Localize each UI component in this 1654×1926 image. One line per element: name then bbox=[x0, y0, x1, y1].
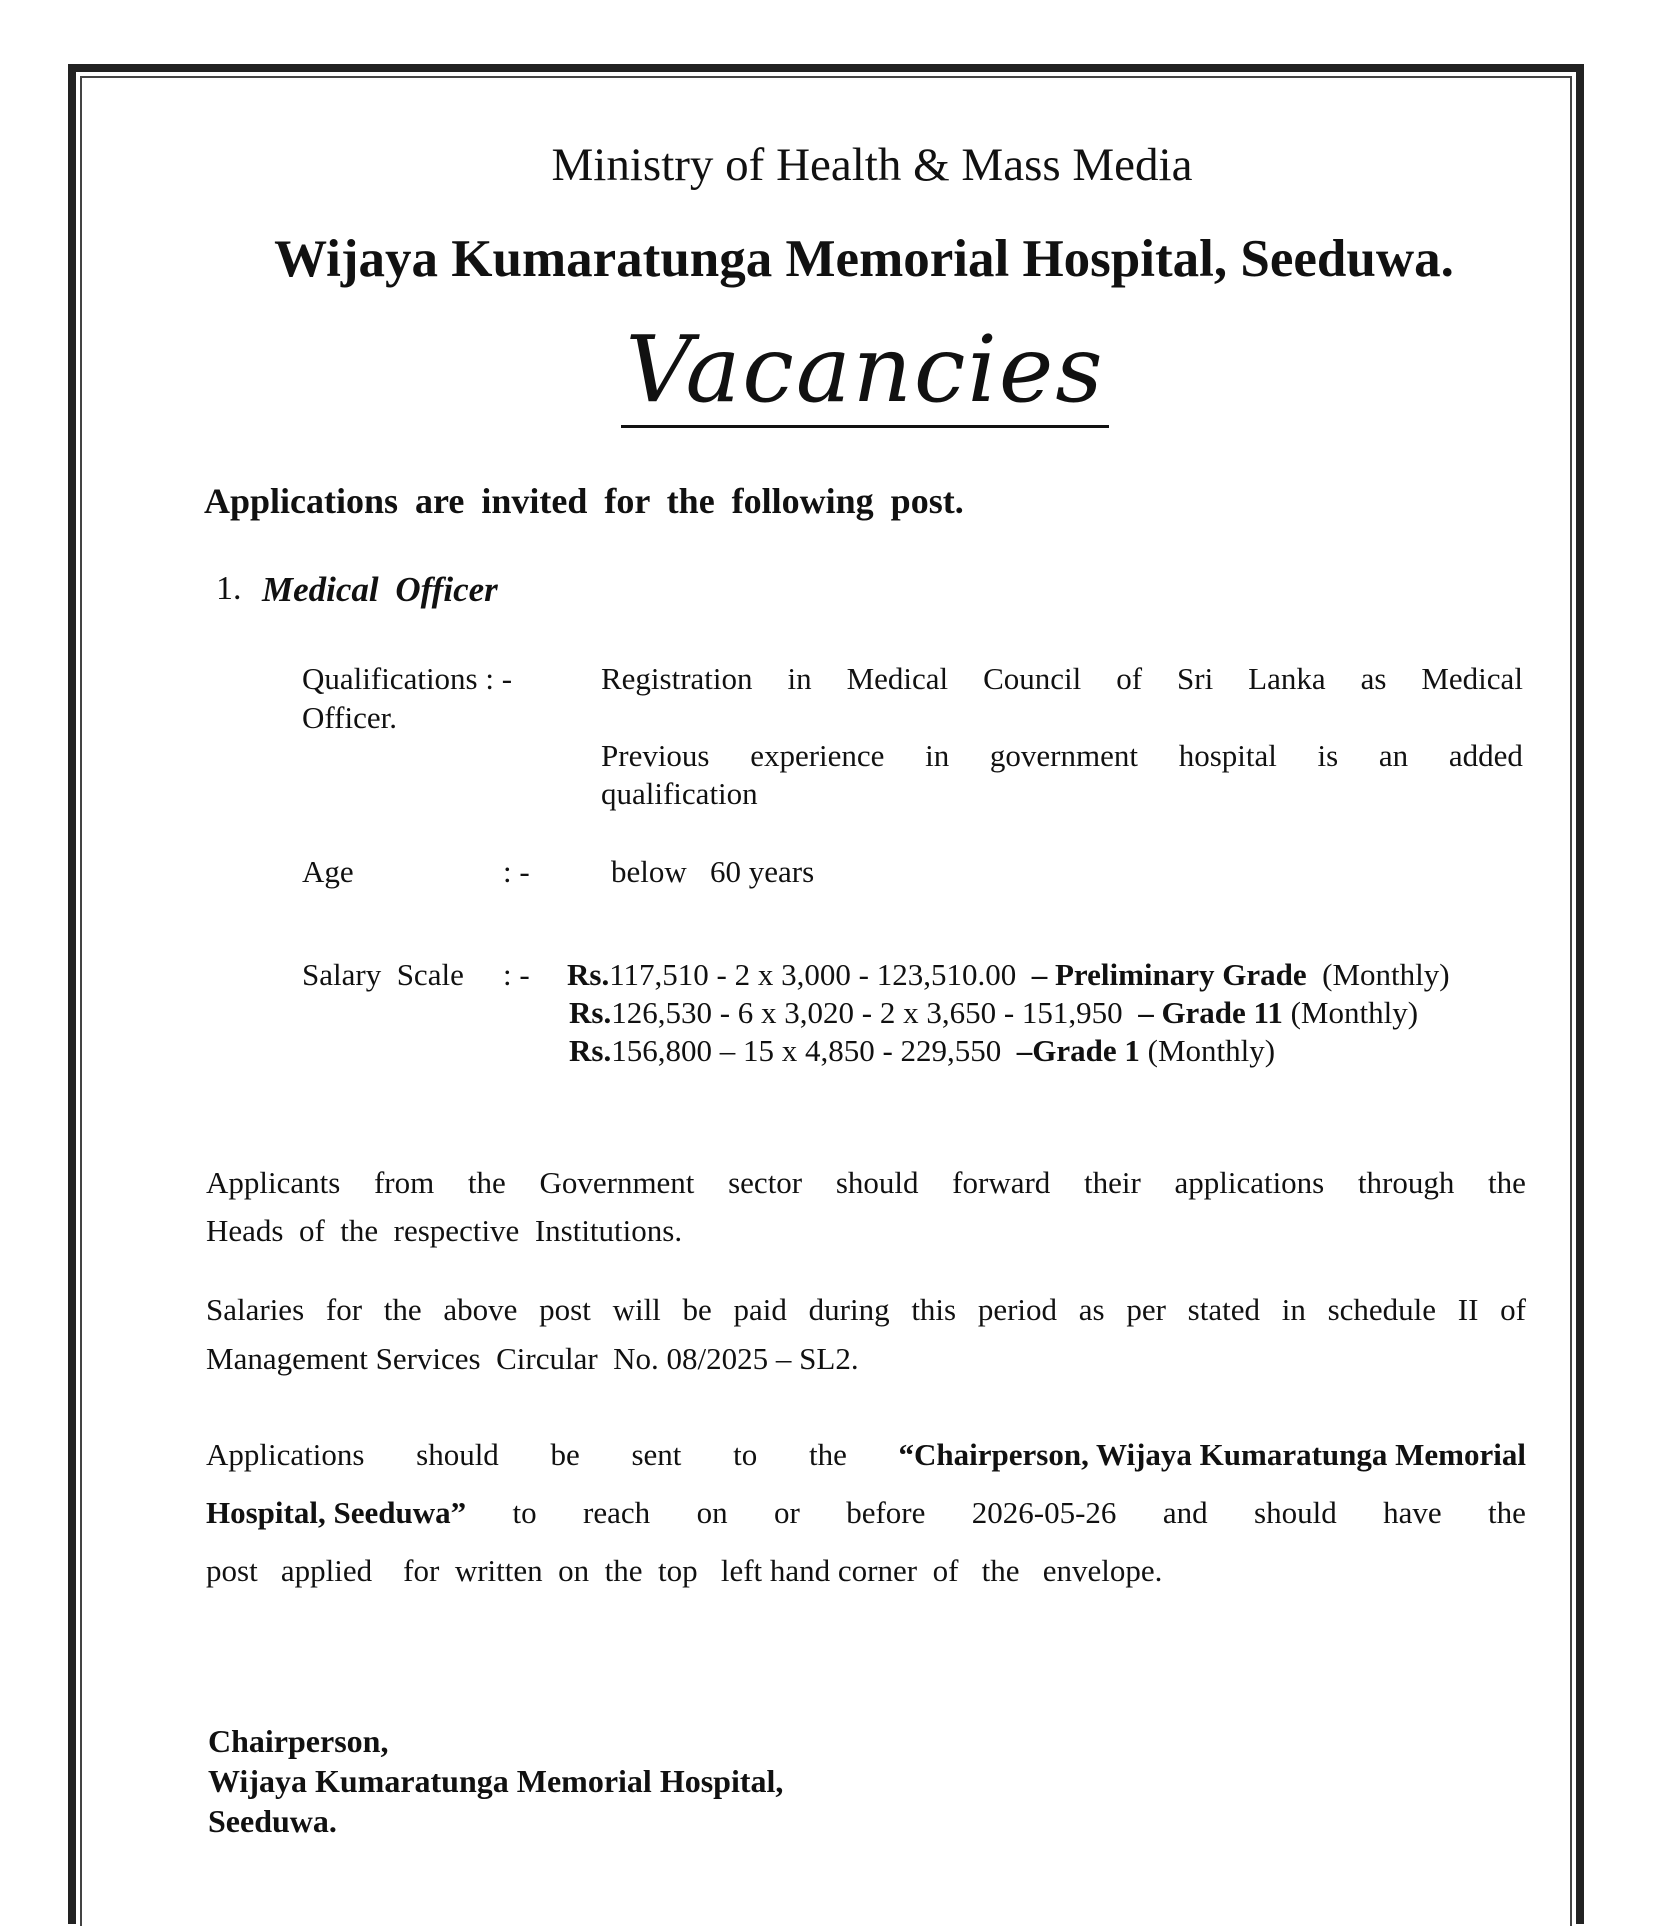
hospital-heading: Wijaya Kumaratunga Memorial Hospital, Seeduwa. bbox=[274, 230, 1454, 288]
salary-scale: 126,530 - 6 x 3,020 - 2 x 3,650 - 151,950 bbox=[611, 995, 1123, 1030]
word: in bbox=[1281, 1292, 1306, 1327]
word: should bbox=[835, 1165, 919, 1200]
word: post bbox=[539, 1292, 591, 1327]
word: applications bbox=[1174, 1165, 1325, 1200]
word: government bbox=[989, 738, 1138, 773]
age-colon: : - bbox=[503, 854, 530, 889]
word: their bbox=[1083, 1165, 1141, 1200]
word: this bbox=[911, 1292, 957, 1327]
send-word: before bbox=[846, 1495, 926, 1530]
post-number: 1. bbox=[216, 570, 242, 607]
word: as bbox=[1078, 1292, 1105, 1327]
vacancies-title-text: Vacancies bbox=[621, 316, 1108, 428]
deadline-date: 2026-05-26 bbox=[971, 1495, 1117, 1530]
experience-line2: qualification bbox=[601, 776, 758, 811]
word: forward bbox=[952, 1165, 1051, 1200]
word: as bbox=[1360, 661, 1387, 696]
send-word: and bbox=[1162, 1495, 1208, 1530]
word: period bbox=[977, 1292, 1058, 1327]
word: stated bbox=[1187, 1292, 1260, 1327]
salary-prefix: Rs. bbox=[569, 1033, 612, 1068]
salary-label: Salary Scale bbox=[302, 957, 464, 992]
salary-dash: – bbox=[1016, 1033, 1033, 1068]
salary-line-3 bbox=[569, 1033, 1275, 1069]
word: in bbox=[787, 661, 812, 696]
word: in bbox=[925, 738, 950, 773]
send-word: on bbox=[696, 1495, 728, 1530]
govt-paragraph-line2: Heads of the respective Institutions. bbox=[206, 1213, 683, 1248]
word: is bbox=[1317, 738, 1339, 773]
word: Applicants bbox=[206, 1165, 341, 1200]
word: Council bbox=[983, 661, 1082, 696]
qualifications-label: Qualifications : - bbox=[302, 661, 513, 696]
send-word: should bbox=[416, 1437, 499, 1472]
word: hospital bbox=[1178, 738, 1277, 773]
send-word: reach bbox=[583, 1495, 651, 1530]
salary-period: (Monthly) bbox=[1147, 1033, 1276, 1068]
intro-text: Applications are invited for the following post. bbox=[204, 481, 964, 521]
salary-grade: Preliminary Grade bbox=[1054, 957, 1307, 992]
salary-line-2 bbox=[569, 995, 1418, 1031]
word: Medical bbox=[1421, 661, 1523, 696]
send-paragraph-line1 bbox=[206, 1437, 1526, 1473]
word: for bbox=[325, 1292, 363, 1327]
salary-line-1 bbox=[567, 957, 1450, 993]
send-paragraph-line2 bbox=[206, 1495, 1526, 1531]
ministry-heading: Ministry of Health & Mass Media bbox=[551, 139, 1193, 191]
salary-grade: Grade 11 bbox=[1161, 995, 1283, 1030]
word: the bbox=[467, 1165, 506, 1200]
word: Salaries bbox=[206, 1292, 305, 1327]
word: Sri bbox=[1177, 661, 1214, 696]
salaries-paragraph-line1 bbox=[206, 1292, 1526, 1328]
salary-colon: : - bbox=[503, 957, 530, 992]
send-address-part2: Hospital, Seeduwa” bbox=[206, 1495, 467, 1530]
send-word: have bbox=[1383, 1495, 1442, 1530]
word: an bbox=[1378, 738, 1409, 773]
word: the bbox=[1488, 1165, 1526, 1200]
word: sector bbox=[728, 1165, 803, 1200]
experience-line1 bbox=[601, 738, 1523, 774]
send-word: sent bbox=[631, 1437, 682, 1472]
word: per bbox=[1126, 1292, 1166, 1327]
salary-scale: 156,800 – 15 x 4,850 - 229,550 bbox=[611, 1033, 1002, 1068]
send-word: or bbox=[773, 1495, 800, 1530]
word: paid bbox=[733, 1292, 787, 1327]
word: Government bbox=[539, 1165, 695, 1200]
salary-period: (Monthly) bbox=[1290, 995, 1419, 1030]
govt-paragraph-line1 bbox=[206, 1165, 1526, 1201]
word: be bbox=[682, 1292, 712, 1327]
qualifications-line2: Officer. bbox=[302, 700, 397, 735]
send-address-part1: “Chairperson, Wijaya Kumaratunga Memorial bbox=[898, 1437, 1526, 1472]
word: will bbox=[612, 1292, 661, 1327]
send-word: be bbox=[550, 1437, 580, 1472]
word: above bbox=[443, 1292, 518, 1327]
send-word: the bbox=[1488, 1495, 1526, 1530]
age-value: below 60 years bbox=[611, 854, 815, 889]
signature-title: Chairperson, bbox=[208, 1723, 389, 1759]
word: of bbox=[1116, 661, 1143, 696]
salary-prefix: Rs. bbox=[569, 995, 612, 1030]
word: of bbox=[1500, 1292, 1526, 1327]
qualifications-line1 bbox=[601, 661, 1523, 697]
word: Medical bbox=[846, 661, 949, 696]
salary-dash: – bbox=[1031, 957, 1048, 992]
word: through bbox=[1357, 1165, 1455, 1200]
word: from bbox=[373, 1165, 435, 1200]
salaries-paragraph-line2: Management Services Circular No. 08/2025 – SL2. bbox=[206, 1341, 859, 1376]
send-word: to bbox=[733, 1437, 758, 1472]
word: the bbox=[383, 1292, 422, 1327]
word: Lanka bbox=[1248, 661, 1326, 696]
vacancies-title bbox=[0, 316, 1654, 423]
age-label: Age bbox=[302, 854, 354, 889]
word: Registration bbox=[601, 661, 753, 696]
salary-period: (Monthly) bbox=[1322, 957, 1450, 992]
send-word: should bbox=[1254, 1495, 1337, 1530]
word: schedule bbox=[1327, 1292, 1437, 1327]
salary-scale: 117,510 - 2 x 3,000 - 123,510.00 bbox=[609, 957, 1017, 992]
word: II bbox=[1457, 1292, 1479, 1327]
send-word: Applications bbox=[206, 1437, 365, 1472]
salary-dash: – bbox=[1138, 995, 1154, 1030]
salary-prefix: Rs. bbox=[567, 957, 610, 992]
send-word: the bbox=[808, 1437, 847, 1472]
send-paragraph-line3: post applied for written on the top left hand corner of the envelope. bbox=[206, 1553, 1163, 1588]
signature-town: Seeduwa. bbox=[208, 1803, 337, 1839]
signature-hospital: Wijaya Kumaratunga Memorial Hospital, bbox=[208, 1763, 784, 1799]
word: added bbox=[1448, 738, 1523, 773]
send-word: to bbox=[512, 1495, 537, 1530]
salary-grade: Grade 1 bbox=[1032, 1033, 1140, 1068]
post-title: Medical Officer bbox=[262, 570, 498, 609]
word: Previous bbox=[601, 738, 710, 773]
word: experience bbox=[750, 738, 885, 773]
word: during bbox=[808, 1292, 890, 1327]
